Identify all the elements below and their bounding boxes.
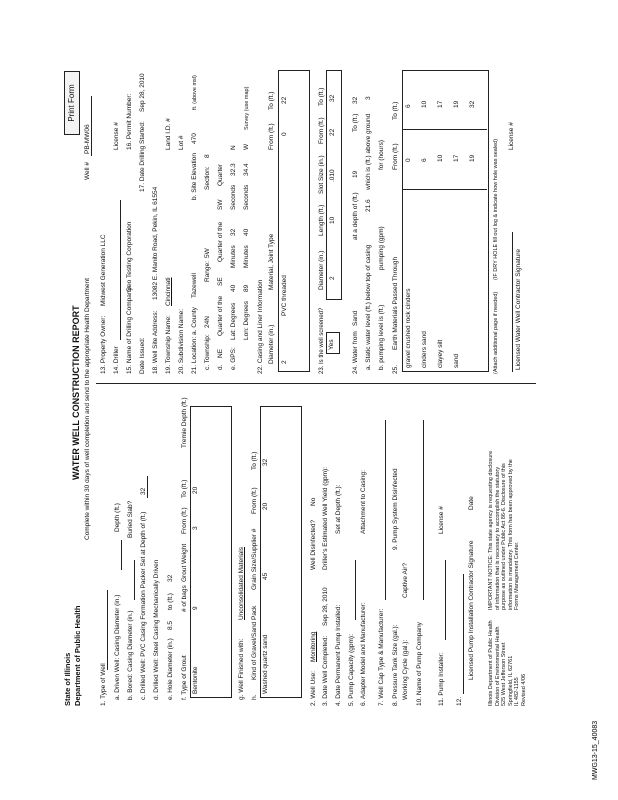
column-divider [96, 383, 536, 384]
lon-sec-value: 34.4 [243, 163, 250, 176]
date-started-value: Sep 28, 2010 [139, 73, 146, 112]
land-id-label: Land I.D. # [165, 118, 172, 150]
installer-license-label: License # [438, 506, 445, 534]
driven-depth-label: Depth (ft.) [114, 503, 121, 532]
item12-label: 12. [456, 696, 463, 706]
pack-size-cell: 45 [262, 572, 269, 580]
quarter-of-label-2: Quarter of the [217, 221, 224, 262]
type-of-well-label: 1. Type of Well [100, 663, 107, 706]
pack-col-size: Grain Size/Supplier # [251, 528, 258, 590]
pump-sig-label: Licensed Pump Installation Contractor Signature [468, 540, 475, 680]
earth-row-1-to: 6 [405, 104, 412, 108]
contractor-signature-label: Licensed Water Well Contractor Signature [515, 248, 522, 370]
permit-label: 16. Permit Number: [126, 93, 133, 150]
elevation-value: 470 [191, 133, 198, 144]
lat-deg-label: Lat: Degrees [230, 302, 237, 340]
contractor-license-label: License # [508, 122, 515, 150]
grout-col-to: To (ft.) [181, 479, 188, 498]
lon-min-label: Minutes [243, 245, 250, 268]
address-block: Illinois Department of Public Health Division of Environmental Health 525 West Jefferson Street Springfield, IL 62761 IL 482-1155 Revised 4/06 [488, 620, 527, 706]
pump-system-label: 9. Pump System Disinfected [392, 468, 399, 550]
earth-row-2-material: cinders sand [421, 331, 428, 368]
screen-question: 23. Is the well screened? [319, 307, 325, 374]
quarter-3-value: SW [217, 199, 224, 210]
earth-col-divider-1 [402, 189, 487, 190]
screen-col-from: From (ft.) [318, 117, 325, 144]
section-label: Section: [204, 166, 211, 190]
well-disinfected-label: Well Disinfected? [310, 519, 317, 570]
working-cycle-label: Working Cycle (gal.): [402, 639, 409, 700]
above-ground-value: 3 [365, 96, 372, 100]
casing-col-diameter: Diameter (in.) [268, 324, 275, 364]
casing-material-cell: PVC threaded [281, 275, 288, 316]
screen-col-diameter: Diameter (in.) [318, 250, 325, 290]
captive-air-label: Captive Air? [402, 562, 409, 598]
bored-diameter-field[interactable] [134, 560, 135, 600]
well-cap-field[interactable] [385, 420, 386, 600]
hole-to-label: to (ft.) [167, 593, 174, 610]
grout-col-from: From (ft.) [181, 507, 188, 534]
set-depth-label: Set at Depth (ft.): [335, 484, 342, 534]
water-depth-value: 19 [352, 170, 359, 178]
screen-col-length: Length (ft.) [318, 204, 325, 236]
pressure-tank-label: 8. Pressure Tank Size (gal.): [392, 624, 399, 706]
earth-col-material: Earth Materials Passed Through [392, 256, 399, 350]
for-hours-label: for (hours) [378, 140, 385, 170]
print-form-button[interactable]: Print Form [64, 71, 80, 135]
hole-diameter-value: 8.5 [167, 620, 174, 630]
state-name: State of Illinois [63, 652, 72, 706]
grout-to-cell: 20 [192, 486, 199, 494]
range-value: 5W [204, 248, 211, 258]
form-instructions: Complete within 30 days of well completion and send to the appropriate Health Department [84, 278, 91, 540]
water-from-label: 24. Water from [352, 331, 359, 374]
rotated-form [60, 60, 560, 710]
driven-well-label: a. Driven Well: Casing Diameter (in.) [114, 594, 121, 700]
county-value: Tazewell [191, 273, 198, 298]
township-c-label: c. Township: [204, 334, 211, 370]
lat-min-value: 32 [230, 228, 237, 236]
earth-row-4-from: 17 [453, 154, 460, 162]
site-address-value: 13082 E. Manito Road, Pekin, IL 61554 [152, 186, 159, 300]
lat-sec-label: Seconds [230, 184, 237, 210]
buried-slab-label: Buried Slab? [127, 500, 134, 538]
lon-min-value: 40 [243, 228, 250, 236]
pump-installer-field[interactable] [445, 560, 446, 640]
owner-label: 13. Property Owner: [100, 315, 107, 374]
lon-deg-value: 89 [243, 284, 250, 292]
lat-sec-value: 32.3 [230, 163, 237, 176]
grout-type-cell: Bentonite [192, 666, 199, 694]
casing-col-to: To (ft.) [268, 91, 275, 110]
earth-item-label: 25. [392, 364, 399, 374]
grout-col-weight: Grout Weight [181, 543, 188, 582]
quarter-of-label: Quarter of the [217, 295, 224, 336]
static-level-value: 21.6 [365, 199, 372, 212]
section-value: 8 [204, 154, 211, 158]
earth-row-4-material: sand [453, 353, 460, 368]
well-use-value: Monitoring [310, 631, 317, 662]
pump-date-label: Date [468, 496, 475, 510]
pack-from-cell: 20 [262, 502, 269, 510]
dry-hole-note: (IF DRY HOLE fill out log & indicate how hole was sealed) [493, 138, 499, 280]
static-level-label: a. Static water level (ft.) below top of casing [365, 244, 372, 370]
well-use-label: 2. Well Use: [310, 671, 317, 706]
grout-col-tremie: Tremie Depth (ft.) [181, 397, 188, 448]
well-cap-label: 7. Well Cap Type & Manufacturer: [378, 608, 385, 706]
finished-with-label: g. Well Finished with: [238, 638, 245, 700]
water-from-value: Sand [352, 310, 359, 326]
grout-from-cell: 3 [192, 526, 199, 530]
drilled-steel-label: d. Drilled Well: Steel Casing Mechanically Driven [153, 559, 160, 700]
date-started-label: 17. Date Drilling Started: [139, 121, 146, 192]
earth-row-1-material: gravel crushed rock cinders [405, 288, 412, 368]
hole-to-value: 32 [167, 574, 174, 582]
earth-row-3-material: clayey silt [437, 339, 444, 368]
date-completed-label: 3. Date Well Completed: [322, 635, 329, 706]
casing-table [278, 70, 310, 372]
lat-min-label: Minutes [230, 245, 237, 268]
grout-col-bags: # of bags [181, 585, 188, 612]
township-name-label: 19. Township Name: [165, 315, 172, 374]
survey-label: Survey (use map) [244, 86, 250, 130]
finished-with-value: Unconsolidated Materials [238, 547, 245, 620]
lot-label: Lot # [178, 135, 185, 150]
drilled-packer-label: c. Drilled Well: PVC Casing Formation Packer Set at Depth of (ft.) [140, 511, 147, 700]
owner-value: Midwest Generation LLC [100, 234, 107, 306]
county-label: 21. Location: a. County [191, 307, 198, 374]
document-id: MWG13-15_40083 [592, 720, 599, 780]
pump-company-label: 10. Name of Pump Company [416, 622, 423, 706]
attachment-label: Attachment to Casing: [360, 470, 367, 534]
drilling-company-label: 15. Name of Drilling Company: [126, 285, 133, 374]
earth-col-divider-2 [402, 129, 487, 130]
driven-diameter-field[interactable] [121, 540, 122, 570]
pump-capacity-label: 5. Pump Capacity (gpm): [348, 634, 355, 706]
above-ground-label: which is (ft.) above ground [365, 113, 372, 190]
grout-table [190, 406, 232, 698]
casing-from-cell: 0 [281, 132, 288, 136]
earth-row-1-from: 0 [405, 158, 412, 162]
lat-deg-value: 40 [230, 284, 237, 292]
subdivision-label: 20. Subdivision Name: [178, 308, 185, 374]
grout-bags-cell: 9 [192, 606, 199, 610]
quarter-2-value: SE [217, 277, 224, 286]
type-of-well-field[interactable] [107, 590, 108, 670]
gps-label: e. GPS: [230, 347, 237, 370]
screen-to-cell: 32 [329, 94, 336, 102]
water-to-label: To (ft.) [352, 113, 359, 132]
lon-deg-label: Lon: Degrees [243, 300, 250, 340]
earth-row-2-to: 10 [421, 100, 428, 108]
lon-sec-label: Seconds [243, 184, 250, 210]
screen-col-to: To (ft.) [318, 87, 325, 106]
packer-depth-value: 32 [140, 487, 147, 495]
pumping-level-label: b. pumping level is (ft.) [378, 304, 385, 370]
driller-license-label: License # [113, 122, 120, 150]
earth-table [402, 70, 489, 372]
n-label: N [230, 145, 237, 150]
pack-item-label: h. [251, 694, 258, 700]
date-completed-value: Sep 28, 2010 [322, 587, 329, 626]
pack-to-cell: 32 [262, 458, 269, 466]
adapter-model-label: 6. Adapter Model and Manufacturer: [360, 602, 367, 706]
pump-company-field[interactable] [423, 420, 424, 600]
township-name-value: Cincinnati [165, 277, 172, 306]
screen-length-cell: 10 [329, 216, 336, 224]
earth-row-2-from: 6 [421, 158, 428, 162]
earth-col-from: From (ft.) [392, 143, 399, 170]
packer-depth-line[interactable] [147, 476, 148, 498]
casing-to-cell: 22 [281, 96, 288, 104]
screen-slot-cell: .010 [329, 169, 336, 182]
elevation-label: b. Site Elevation [191, 153, 198, 200]
earth-row-5-to: 32 [469, 100, 476, 108]
driller-label: 14. Driller [113, 346, 120, 374]
earth-row-3-to: 17 [437, 100, 444, 108]
earth-row-3-from: 10 [437, 154, 444, 162]
hole-diameter-label: e. Hole Diameter (in.) [167, 638, 174, 700]
perm-pump-label: 4. Date Permanent Pump Installed: [335, 604, 342, 706]
earth-row-4-to: 19 [453, 100, 460, 108]
notice-text: IMPORTANT NOTICE: This state agency is requesting disclosure of information that is necessary to accomplish the statutory purpose as outlined under Public Act 86-6. Disclosure of this information is mandatory. This form has been approved by the Forms Management Center. [488, 450, 520, 610]
attach-note: (Attach additional page if needed) [493, 291, 499, 374]
date-issued-label: Date Issued: [139, 337, 146, 374]
site-address-label: 18. Well Site Address: [152, 310, 159, 374]
grout-label: f. Type of Grout [181, 655, 188, 700]
elevation-unit: ft. (above msl) [192, 75, 198, 110]
township-c-value: 24N [204, 316, 211, 328]
bored-well-label: b. Bored: Casing Diameter (in.) [127, 610, 134, 700]
water-depth-label: at a depth of (ft.) [352, 192, 359, 240]
drilling-company-value: Geo Testing Corporation [126, 221, 133, 292]
earth-col-to: To (ft.) [392, 101, 399, 120]
department-name: Department of Public Health [73, 605, 82, 706]
form-title: WATER WELL CONSTRUCTION REPORT [71, 305, 81, 480]
pump-capacity-field[interactable] [355, 560, 356, 620]
pack-col-kind: Kind of Gravel/Sand Pack [251, 605, 258, 680]
pump-installer-label: 11. Pump Installer: [438, 652, 445, 706]
screen-table [326, 70, 342, 300]
screen-diameter-cell: 2 [329, 276, 336, 280]
pack-col-to: To (ft.) [251, 451, 258, 470]
screen-col-slot: Slot Size (in.) [318, 155, 325, 194]
casing-col-from: From (ft.) [268, 123, 275, 150]
pack-kind-cell: Washed quartz sand [262, 634, 269, 694]
driller-field[interactable] [120, 200, 121, 340]
range-label: Range: [204, 261, 211, 282]
screen-yes-label: Yes [328, 339, 335, 350]
earth-row-5-from: 19 [469, 154, 476, 162]
well-no-line [91, 96, 92, 156]
well-no-value: PB-MW06 [84, 124, 91, 154]
pumping-gpm-label: pumping (gpm) [378, 226, 385, 270]
well-disinfected-value: No [310, 497, 317, 506]
casing-label: 22. Casing and Liner Information [257, 279, 264, 374]
water-to-value: 32 [352, 96, 359, 104]
screen-from-cell: 22 [329, 128, 336, 136]
item12-field[interactable] [463, 574, 464, 694]
casing-diameter-cell: 2 [281, 360, 288, 364]
drillers-yield-label: Driller's Estimated Well Yield (gpm): [322, 467, 329, 570]
well-no-label: Well # [84, 162, 91, 180]
pack-col-from: From (ft.) [251, 487, 258, 514]
quarter-d-label: d. [217, 364, 224, 370]
quarter-label: Quarter [217, 163, 224, 186]
quarter-1-value: NE [217, 348, 224, 358]
casing-col-material: Material, Joint Type [268, 233, 275, 290]
w-label: W [243, 143, 250, 150]
contractor-signature-line[interactable] [512, 232, 513, 372]
